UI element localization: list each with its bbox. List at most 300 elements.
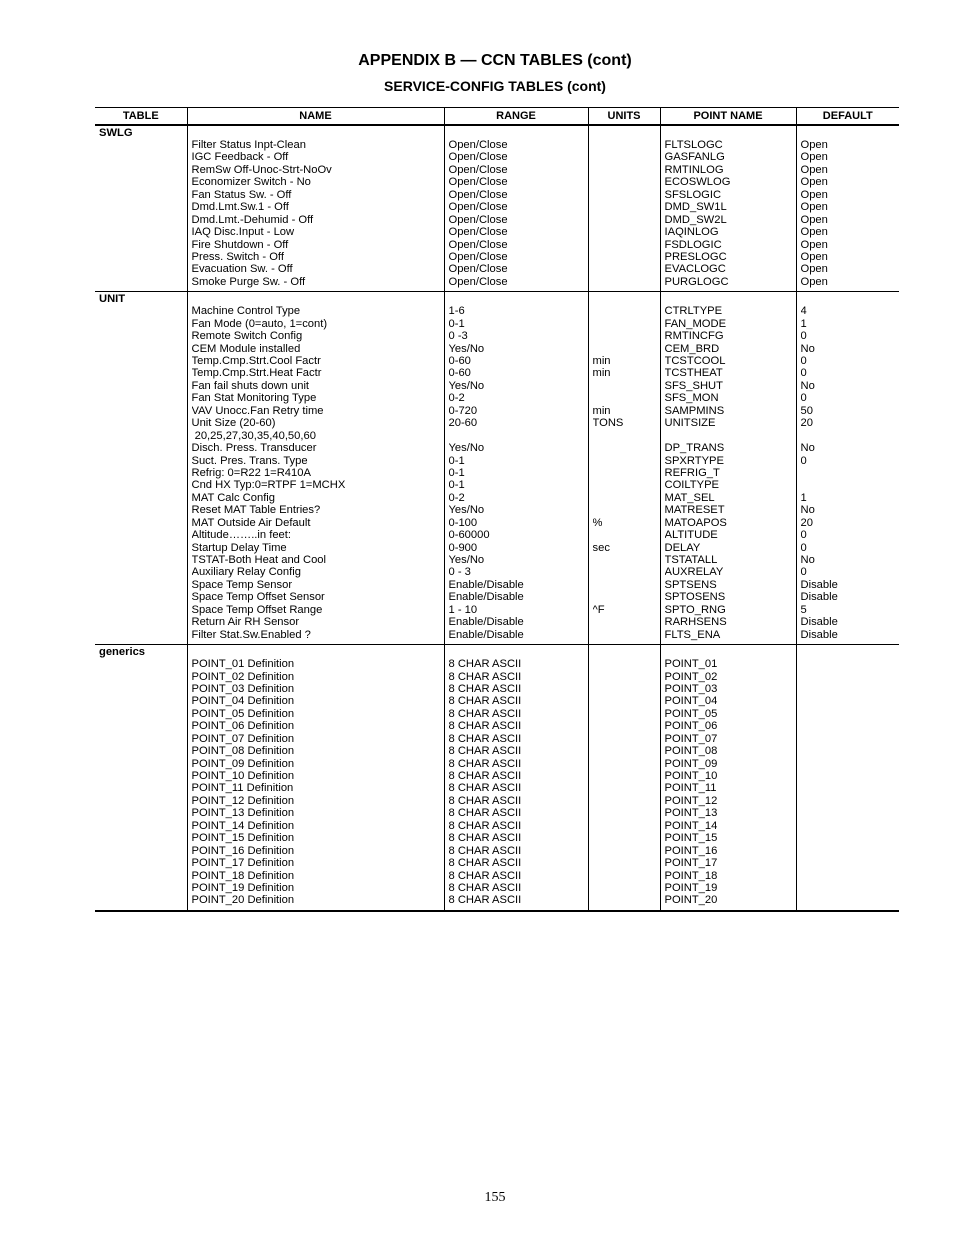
cell-point-name: POINT_16 (664, 844, 718, 857)
cell-units (593, 430, 656, 442)
range-list (449, 292, 584, 644)
cell-name: POINT_03 Definition (191, 682, 295, 695)
cell-range: 0 - 3 (448, 566, 471, 579)
cell-units (593, 591, 656, 603)
cell-point-name: SPTOSENS (664, 591, 726, 604)
cell-point-name: PRESLOGC (664, 250, 727, 263)
cell-range: 0-1 (448, 466, 465, 479)
cell-point-name: POINT_01 (664, 658, 718, 671)
cell-default: 0 (800, 454, 807, 467)
cell-range: Open/Close (448, 213, 508, 226)
cell-point-name: POINT_09 (664, 757, 718, 770)
cell-point-name: AUXRELAY (664, 566, 724, 579)
cell-units (593, 189, 656, 201)
cell-name: Filter Status Inpt-Clean (191, 139, 306, 151)
cell-default (801, 733, 896, 745)
cell-point-name: POINT_05 (664, 707, 718, 720)
cell-range: 1 - 10 (448, 603, 478, 616)
cell-range: 0-720 (448, 404, 478, 417)
cell-range: 8 CHAR ASCII (448, 819, 522, 832)
cell-units (593, 882, 656, 894)
cell-point-name: DELAY (664, 541, 701, 554)
cell-units: TONS (592, 417, 624, 430)
cell-range: 8 CHAR ASCII (448, 658, 522, 671)
table-header-row (95, 108, 899, 126)
cell-point-name: DMD_SW2L (664, 213, 727, 226)
cell-default (801, 708, 896, 720)
point-name-list (665, 645, 792, 910)
cell-range: 8 CHAR ASCII (448, 720, 522, 733)
cell-point-name: POINT_15 (664, 832, 718, 845)
cell-range: 8 CHAR ASCII (448, 857, 522, 870)
cell-range: 0-60000 (448, 529, 490, 542)
cell-range: 8 CHAR ASCII (448, 757, 522, 770)
column-units (588, 292, 660, 645)
cell-range: 0-60 (448, 355, 471, 367)
cell-point-name: MATRESET (664, 504, 725, 517)
cell-units (593, 442, 656, 454)
cell-default: 20 (800, 516, 813, 529)
cell-units (593, 226, 656, 238)
cell-point-name: POINT_13 (664, 807, 718, 820)
cell-point-name: POINT_06 (664, 720, 718, 733)
cell-default: Disable (800, 578, 838, 591)
cell-units (593, 845, 656, 857)
cell-default: No (800, 342, 815, 355)
cell-units (593, 579, 656, 591)
cell-default (801, 695, 896, 707)
cell-units: sec (592, 541, 610, 554)
cell-point-name: TCSTCOOL (664, 355, 726, 367)
cell-units: min (592, 404, 611, 417)
column-header-table: TABLE (95, 108, 187, 126)
cell-range: 0-60 (448, 367, 471, 380)
table-group-label: SWLG (95, 125, 187, 292)
cell-name: Fan Mode (0=auto, 1=cont) (191, 317, 328, 330)
cell-name: Suct. Pres. Trans. Type (191, 454, 308, 467)
cell-units (593, 807, 656, 819)
cell-point-name: DMD_SW1L (664, 201, 727, 214)
column-range (444, 292, 588, 645)
cell-units (593, 720, 656, 732)
column-units (588, 125, 660, 292)
cell-range: Open/Close (448, 176, 508, 189)
cell-units (593, 683, 656, 695)
cell-point-name: GASFANLG (664, 151, 725, 164)
cell-default (801, 745, 896, 757)
cell-default (801, 430, 896, 442)
cell-default: Open (800, 139, 828, 151)
cell-name: POINT_09 Definition (191, 757, 295, 770)
cell-range: 8 CHAR ASCII (448, 695, 522, 708)
cell-point-name: SPTSENS (664, 578, 717, 591)
cell-point-name: PURGLOGC (664, 275, 729, 288)
column-name (187, 292, 444, 645)
cell-range: 8 CHAR ASCII (448, 869, 522, 882)
cell-default: 0 (800, 566, 807, 579)
cell-point-name: FLTSLOGC (664, 139, 723, 151)
cell-units (593, 733, 656, 745)
cell-range: Enable/Disable (448, 616, 524, 629)
cell-default: Disable (800, 591, 838, 604)
cell-name: POINT_04 Definition (191, 695, 295, 708)
cell-name: Press. Switch - Off (191, 250, 284, 263)
cell-range: 0-2 (448, 392, 465, 405)
cell-name: POINT_12 Definition (191, 794, 295, 807)
cell-units (593, 251, 656, 263)
cell-point-name: FAN_MODE (664, 317, 727, 330)
cell-units (593, 214, 656, 226)
cell-point-name: FLTS_ENA (664, 628, 721, 641)
cell-units (593, 139, 656, 151)
cell-point-name: POINT_12 (664, 794, 718, 807)
cell-point-name: POINT_10 (664, 770, 718, 782)
cell-name: Evacuation Sw. - Off (191, 263, 293, 276)
units-list (593, 126, 656, 291)
cell-name: Economizer Switch - No (191, 176, 311, 189)
cell-name: POINT_16 Definition (191, 844, 295, 857)
cell-name: Refrig: 0=R22 1=R410A (191, 466, 311, 479)
cell-range: Open/Close (448, 263, 508, 276)
cell-default: Open (800, 263, 828, 276)
cell-name: POINT_17 Definition (191, 857, 295, 870)
cell-units (593, 455, 656, 467)
cell-name: Fan Status Sw. - Off (191, 188, 292, 201)
service-config-table (95, 107, 899, 912)
cell-point-name: CEM_BRD (664, 342, 720, 355)
cell-range: 8 CHAR ASCII (448, 670, 522, 683)
cell-default (801, 467, 896, 479)
cell-default (801, 894, 896, 906)
column-point-name (660, 645, 796, 911)
cell-default: No (800, 379, 815, 392)
cell-units (593, 758, 656, 770)
cell-point-name: ECOSWLOG (664, 176, 731, 189)
column-units (588, 645, 660, 911)
cell-units (593, 492, 656, 504)
cell-default: No (800, 504, 815, 517)
cell-default: Open (800, 176, 828, 189)
cell-units (593, 305, 656, 317)
cell-default: Open (800, 213, 828, 226)
cell-units (593, 857, 656, 869)
cell-name: 20,25,27,30,35,40,50,60 (191, 429, 316, 442)
cell-units (593, 658, 656, 670)
cell-point-name: POINT_03 (664, 682, 718, 695)
cell-name: RemSw Off-Unoc-Strt-NoOv (191, 163, 332, 176)
cell-name: Reset MAT Table Entries? (191, 504, 321, 517)
cell-range: 8 CHAR ASCII (448, 707, 522, 720)
cell-range: Open/Close (448, 226, 508, 239)
cell-units (593, 276, 656, 288)
cell-default: Disable (800, 628, 838, 641)
table-body (95, 125, 899, 911)
cell-name: POINT_19 Definition (191, 881, 295, 894)
cell-units (593, 330, 656, 342)
cell-name: Space Temp Sensor (191, 578, 293, 591)
cell-name: Startup Delay Time (191, 541, 287, 554)
cell-units (593, 343, 656, 355)
cell-range: Open/Close (448, 250, 508, 263)
cell-range: 8 CHAR ASCII (448, 682, 522, 695)
cell-point-name: REFRIG_T (664, 466, 720, 479)
cell-name: POINT_01 Definition (191, 658, 295, 671)
cell-units (593, 820, 656, 832)
cell-default: 0 (800, 355, 807, 367)
cell-default (801, 720, 896, 732)
cell-name: POINT_10 Definition (191, 770, 295, 782)
cell-default: Open (800, 201, 828, 214)
cell-units (593, 832, 656, 844)
cell-range: 8 CHAR ASCII (448, 770, 522, 782)
cell-name: Space Temp Offset Range (191, 603, 323, 616)
cell-range: 20-60 (448, 417, 478, 430)
range-list (449, 645, 584, 910)
cell-name: Auxiliary Relay Config (191, 566, 301, 579)
cell-name: Filter Stat.Sw.Enabled ? (191, 628, 311, 641)
cell-name: IAQ Disc.Input - Low (191, 226, 295, 239)
column-header-point-name: POINT NAME (660, 108, 796, 126)
cell-range: 8 CHAR ASCII (448, 745, 522, 758)
cell-point-name: POINT_17 (664, 857, 718, 870)
column-default (796, 292, 899, 645)
name-list (192, 126, 440, 291)
cell-point-name: POINT_18 (664, 869, 718, 882)
cell-range: Open/Close (448, 151, 508, 164)
cell-name: VAV Unocc.Fan Retry time (191, 404, 324, 417)
cell-range: 0-1 (448, 317, 465, 330)
column-header-range: RANGE (444, 108, 588, 126)
cell-range: 8 CHAR ASCII (448, 807, 522, 820)
cell-name: Temp.Cmp.Strt.Heat Factr (191, 367, 322, 380)
cell-range: Open/Close (448, 188, 508, 201)
cell-range: Enable/Disable (448, 578, 524, 591)
cell-point-name: POINT_04 (664, 695, 718, 708)
cell-point-name: EVACLOGC (664, 263, 726, 276)
cell-name: Return Air RH Sensor (191, 616, 300, 629)
column-header-name: NAME (187, 108, 444, 126)
cell-default: 0 (800, 541, 807, 554)
cell-range: 0-1 (448, 454, 465, 467)
cell-point-name: CTRLTYPE (664, 305, 723, 318)
cell-name: IGC Feedback - Off (191, 151, 289, 164)
cell-point-name: RMTINLOG (664, 163, 724, 176)
cell-range: 0-100 (448, 516, 478, 529)
cell-default: 1 (800, 317, 807, 330)
cell-default: 50 (800, 404, 813, 417)
cell-point-name: TCSTHEAT (664, 367, 723, 380)
cell-point-name: ALTITUDE (664, 529, 718, 542)
cell-name: Fan fail shuts down unit (191, 379, 310, 392)
cell-units (593, 151, 656, 163)
cell-point-name: TSTATALL (664, 554, 718, 566)
column-name (187, 645, 444, 911)
cell-default (801, 770, 896, 782)
units-list (593, 645, 656, 910)
cell-default (801, 658, 896, 670)
cell-range: 8 CHAR ASCII (448, 881, 522, 894)
cell-units (593, 870, 656, 882)
default-list (801, 126, 896, 291)
cell-name: Dmd.Lmt.Sw.1 - Off (191, 201, 289, 214)
cell-name: POINT_02 Definition (191, 670, 295, 683)
cell-point-name: POINT_20 (664, 894, 718, 907)
cell-name: POINT_18 Definition (191, 869, 295, 882)
cell-range (449, 430, 584, 442)
cell-range: Open/Close (448, 275, 508, 288)
cell-point-name: UNITSIZE (664, 417, 716, 430)
cell-point-name: SPXRTYPE (664, 454, 724, 467)
cell-default (801, 820, 896, 832)
cell-name: POINT_14 Definition (191, 819, 295, 832)
cell-default (801, 845, 896, 857)
cell-range: 8 CHAR ASCII (448, 832, 522, 845)
cell-range: Yes/No (448, 442, 485, 455)
point-name-list (665, 126, 792, 291)
cell-default: 0 (800, 367, 807, 380)
page-title: APPENDIX B — CCN TABLES (cont) (358, 52, 632, 69)
cell-range: Yes/No (448, 379, 485, 392)
cell-default: 0 (800, 392, 807, 405)
cell-name: Smoke Purge Sw. - Off (191, 275, 306, 288)
cell-units: min (592, 355, 611, 367)
cell-name: Disch. Press. Transducer (191, 442, 317, 455)
cell-units: min (592, 367, 611, 380)
cell-name: POINT_06 Definition (191, 720, 295, 733)
cell-point-name: COILTYPE (664, 479, 719, 492)
cell-name: POINT_08 Definition (191, 745, 295, 758)
cell-range: Enable/Disable (448, 628, 524, 641)
cell-point-name: SFS_SHUT (664, 379, 723, 392)
column-point-name (660, 125, 796, 292)
column-default (796, 645, 899, 911)
cell-point-name: SFS_MON (664, 392, 719, 405)
cell-default (801, 795, 896, 807)
column-header-units: UNITS (588, 108, 660, 126)
column-range (444, 645, 588, 911)
column-range (444, 125, 588, 292)
cell-default: Open (800, 275, 828, 288)
cell-units (593, 695, 656, 707)
cell-units (593, 529, 656, 541)
cell-name: Space Temp Offset Sensor (191, 591, 325, 604)
cell-default: Open (800, 188, 828, 201)
cell-point-name: FSDLOGIC (664, 238, 722, 251)
cell-default: 0 (800, 529, 807, 542)
cell-point-name: POINT_07 (664, 732, 718, 745)
cell-point-name: SAMPMINS (664, 404, 725, 417)
cell-point-name: POINT_19 (664, 881, 718, 894)
table-group-row (95, 645, 899, 911)
cell-default: Open (800, 250, 828, 263)
cell-point-name: POINT_11 (664, 782, 717, 795)
cell-default: Open (800, 163, 828, 176)
cell-name: Unit Size (20-60) (191, 417, 276, 430)
cell-units (593, 467, 656, 479)
cell-point-name: IAQINLOG (664, 226, 719, 239)
cell-units (593, 629, 656, 641)
cell-default (801, 671, 896, 683)
cell-point-name: MATOAPOS (664, 516, 727, 529)
cell-default: Open (800, 238, 828, 251)
cell-units (593, 504, 656, 516)
cell-default: 0 (800, 330, 807, 343)
cell-range: 8 CHAR ASCII (448, 782, 522, 795)
table-group-row (95, 125, 899, 292)
cell-range: Enable/Disable (448, 591, 524, 604)
cell-units (593, 176, 656, 188)
units-list (593, 292, 656, 644)
cell-name: Dmd.Lmt.-Dehumid - Off (191, 213, 314, 226)
cell-units (593, 782, 656, 794)
cell-units (593, 479, 656, 491)
cell-name: Machine Control Type (191, 305, 301, 318)
cell-default: 4 (800, 305, 807, 318)
cell-units (593, 554, 656, 566)
cell-range: Open/Close (448, 163, 508, 176)
cell-point-name: POINT_08 (664, 745, 718, 758)
cell-default (801, 870, 896, 882)
cell-range: 0-900 (448, 541, 478, 554)
cell-range: 0-2 (448, 491, 465, 504)
column-default (796, 125, 899, 292)
cell-units (593, 795, 656, 807)
cell-default (801, 857, 896, 869)
cell-name: Fan Stat Monitoring Type (191, 392, 317, 405)
cell-point-name: SPTO_RNG (664, 603, 726, 616)
cell-point-name: DP_TRANS (664, 442, 725, 455)
page-subtitle: SERVICE-CONFIG TABLES (cont) (384, 78, 606, 94)
cell-units (593, 616, 656, 628)
cell-name: POINT_20 Definition (191, 894, 295, 907)
cell-units (593, 745, 656, 757)
cell-default (801, 782, 896, 794)
cell-range: Yes/No (448, 554, 485, 566)
cell-default (801, 882, 896, 894)
cell-name: MAT Outside Air Default (191, 516, 311, 529)
point-name-list (665, 292, 792, 644)
cell-point-name: RMTINCFG (664, 330, 724, 343)
cell-range: 0-1 (448, 479, 465, 492)
cell-default: Open (800, 151, 828, 164)
cell-name: POINT_13 Definition (191, 807, 295, 820)
cell-name: POINT_15 Definition (191, 832, 295, 845)
name-list (192, 292, 440, 644)
cell-default (801, 832, 896, 844)
cell-units (593, 566, 656, 578)
cell-range: Yes/No (448, 342, 485, 355)
cell-default (801, 683, 896, 695)
cell-point-name: MAT_SEL (664, 491, 715, 504)
cell-name: POINT_07 Definition (191, 732, 295, 745)
cell-units (593, 671, 656, 683)
cell-default (801, 807, 896, 819)
cell-default: 20 (800, 417, 813, 430)
cell-range: Open/Close (448, 139, 508, 151)
column-name (187, 125, 444, 292)
cell-units (593, 201, 656, 213)
cell-default (801, 479, 896, 491)
cell-units: % (592, 516, 603, 529)
cell-default: No (800, 554, 815, 566)
cell-default: Disable (800, 616, 838, 629)
table-group-label: generics (95, 645, 187, 911)
cell-name: TSTAT-Both Heat and Cool (191, 554, 327, 566)
cell-default: No (800, 442, 815, 455)
default-list (801, 292, 896, 644)
cell-name: Temp.Cmp.Strt.Cool Factr (191, 355, 321, 367)
cell-units (593, 708, 656, 720)
